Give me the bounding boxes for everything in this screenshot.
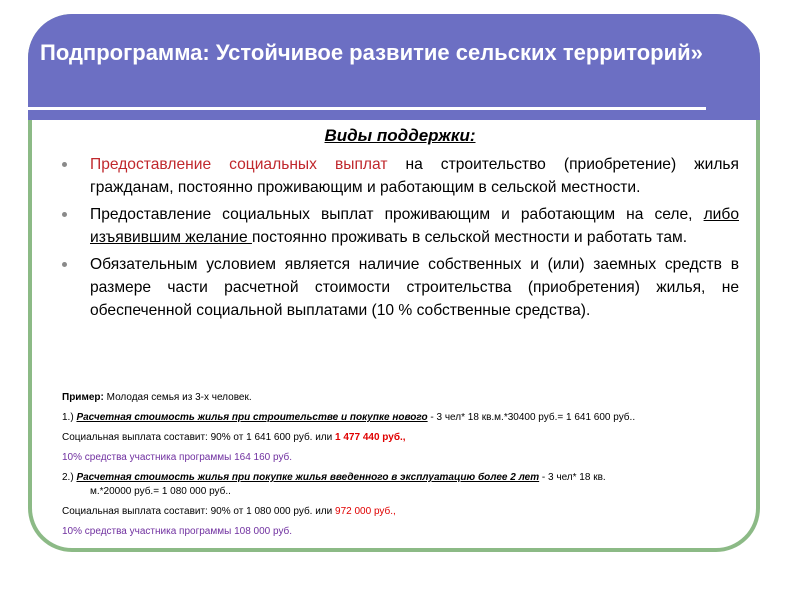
- calc-formula-cont: м.*20000 руб.= 1 080 000 руб..: [90, 486, 231, 497]
- calc-line-1: [62, 411, 742, 425]
- example-text: Молодая семья из 3-х человек.: [103, 392, 252, 403]
- calc-line-2: [62, 471, 742, 499]
- bullet-text: Обязательным условием является наличие собственных и (или) заемных средств в размере части расчетной стоимости строительства (приобретения) жилья, не обеспеченной социальной выплатами (10 % собственные средства).: [90, 256, 739, 319]
- calc-formula: - 3 чел* 18 кв.м.*30400 руб.= 1 641 600 руб..: [427, 412, 636, 423]
- bullet-dot-icon: [62, 162, 67, 167]
- bullet-text: Предоставление социальных выплат проживающим и работающим на селе,: [90, 206, 704, 223]
- calc-prefix: 2.): [62, 472, 77, 483]
- bullet-dot-icon: [62, 262, 67, 267]
- slide-title: Подпрограмма: Устойчивое развитие сельских территорий»: [40, 40, 703, 65]
- subsidy-text: Социальная выплата составит: 90% от 1 641 600 руб. или: [62, 432, 336, 443]
- subsidy-value: 972 000 руб.,: [335, 506, 396, 517]
- title-divider: [28, 107, 706, 110]
- bullet-highlight: Предоставление социальных выплат: [90, 156, 388, 173]
- calc-label: Расчетная стоимость жилья при строительстве и покупке нового: [76, 412, 428, 423]
- bullet-underlined: либо изъявившим желание: [90, 206, 739, 246]
- example-label: Пример:: [62, 392, 104, 403]
- bullet-list: [62, 153, 739, 326]
- bullet-text: постоянно проживать в сельской местности и работать там.: [251, 229, 688, 246]
- calc-prefix: 1.): [62, 412, 77, 423]
- bullet-item: [62, 203, 739, 249]
- subsidy-line-2: [62, 505, 742, 519]
- example-line: [62, 391, 742, 405]
- subsidy-line-1: [62, 431, 742, 445]
- subsidy-value: 1 477 440 руб.,: [335, 432, 406, 443]
- calc-label: Расчетная стоимость жилья при покупке жилья введенного в эксплуатацию более 2 лет: [76, 472, 540, 483]
- bullet-text: на строительство (приобретение) жилья гражданам, постоянно проживающим и работающим в сельской местности.: [90, 156, 739, 196]
- participant-line-2: 10% средства участника программы 108 000 руб.: [62, 526, 293, 537]
- section-heading: Виды поддержки:: [324, 126, 476, 145]
- calc-formula: - 3 чел* 18 кв.: [539, 472, 606, 483]
- bullet-item: [62, 153, 739, 199]
- bullet-dot-icon: [62, 212, 67, 217]
- bullet-item: [62, 253, 739, 322]
- example-notes: [62, 391, 742, 545]
- subsidy-text: Социальная выплата составит: 90% от 1 080 000 руб. или: [62, 506, 336, 517]
- participant-line-1: 10% средства участника программы 164 160 руб.: [62, 452, 293, 463]
